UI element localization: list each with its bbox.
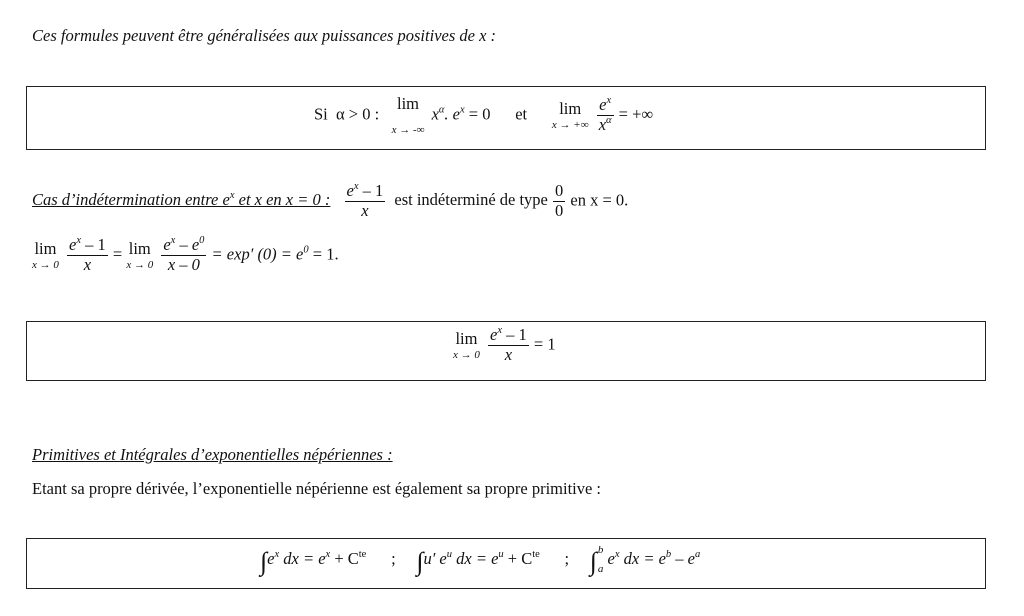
fraction-ex-xalpha: $\frac{e^x}{x^\alpha}$	[598, 95, 612, 134]
limit-operator: lim x → -∞	[391, 94, 425, 136]
derivative-expression: = exp′ (0) = e	[211, 244, 304, 264]
separator-2: ;	[564, 548, 570, 568]
separator: ;	[391, 548, 396, 568]
indetermination-heading: Cas d’indétermination entre $e^x$ et x en x = 0 :	[32, 190, 331, 210]
fraction-ex-minus-1: $\frac{e^x - 1}{x}$	[346, 181, 384, 220]
integral-sign-3: ∫	[589, 546, 597, 576]
et-text: et	[515, 104, 528, 124]
limit-operator-2: lim x → +∞	[551, 99, 589, 131]
integral-sign-2: ∫	[416, 546, 424, 576]
integral-bounds: b a	[597, 544, 604, 575]
primitives-text: Etant sa propre dérivée, l’exponentielle népérienne est également sa propre primitive :	[32, 479, 602, 498]
alpha-condition: α > 0 :	[336, 104, 380, 124]
sup-alpha: α	[438, 104, 445, 116]
formula-primitives: $\int e^x$ dx = $e^x + C^{te}$ ; ∫u′ $e^u$ dx = $e^u + C^{te}$ ; ∫ b a $e^x$ dx = $e^b - e^a$	[260, 544, 701, 576]
derivation-fraction-1: $\frac{e^x - 1}{x}$	[69, 235, 106, 274]
integral-sign: ∫	[260, 546, 268, 576]
limit-operator-4: lim x → 0	[126, 238, 154, 271]
limit-subscript: x → -∞	[391, 123, 425, 136]
limit-operator-3: lim x → 0	[32, 238, 59, 271]
derivation-fraction-2: $\frac{e^x - e^0}{x - 0}$	[163, 235, 205, 274]
formula-limit-result: lim x → 0 $\frac{e^x - 1}{x}$ = 1	[453, 325, 556, 364]
derivation-line: lim x → 0 $\frac{e^x - 1}{x}$ = lim x → 0 $\frac{e^x - e^0}{x - 0}$ = exp′ $(0) = e^0 = 1$.	[32, 235, 339, 274]
expr-x: x	[431, 104, 439, 124]
expr-eq0: = 0	[464, 104, 491, 124]
limit-subscript-2: x → +∞	[551, 118, 589, 131]
expr-e: . e	[444, 104, 460, 124]
primitives-heading: Primitives et Intégrales d’exponentielles népériennes :	[32, 445, 393, 464]
formula-limits-power	[314, 94, 653, 137]
si-text: Si	[314, 104, 328, 124]
limit-operator-5: lim x → 0	[453, 328, 480, 361]
intro-text: Ces formules peuvent être généralisées aux puissances positives de x :	[32, 26, 497, 45]
expr-inf: = +∞	[614, 104, 654, 124]
en-x-zero-text: en x = 0.	[570, 190, 629, 210]
sup-x: x	[460, 104, 465, 116]
result-fraction: $\frac{e^x - 1}{x}$	[490, 325, 527, 364]
fraction-zero-zero: $\frac{0}{0}$	[555, 181, 564, 220]
indeterminate-text: est indéterminé de type	[394, 190, 548, 210]
indetermination-line	[32, 182, 628, 221]
